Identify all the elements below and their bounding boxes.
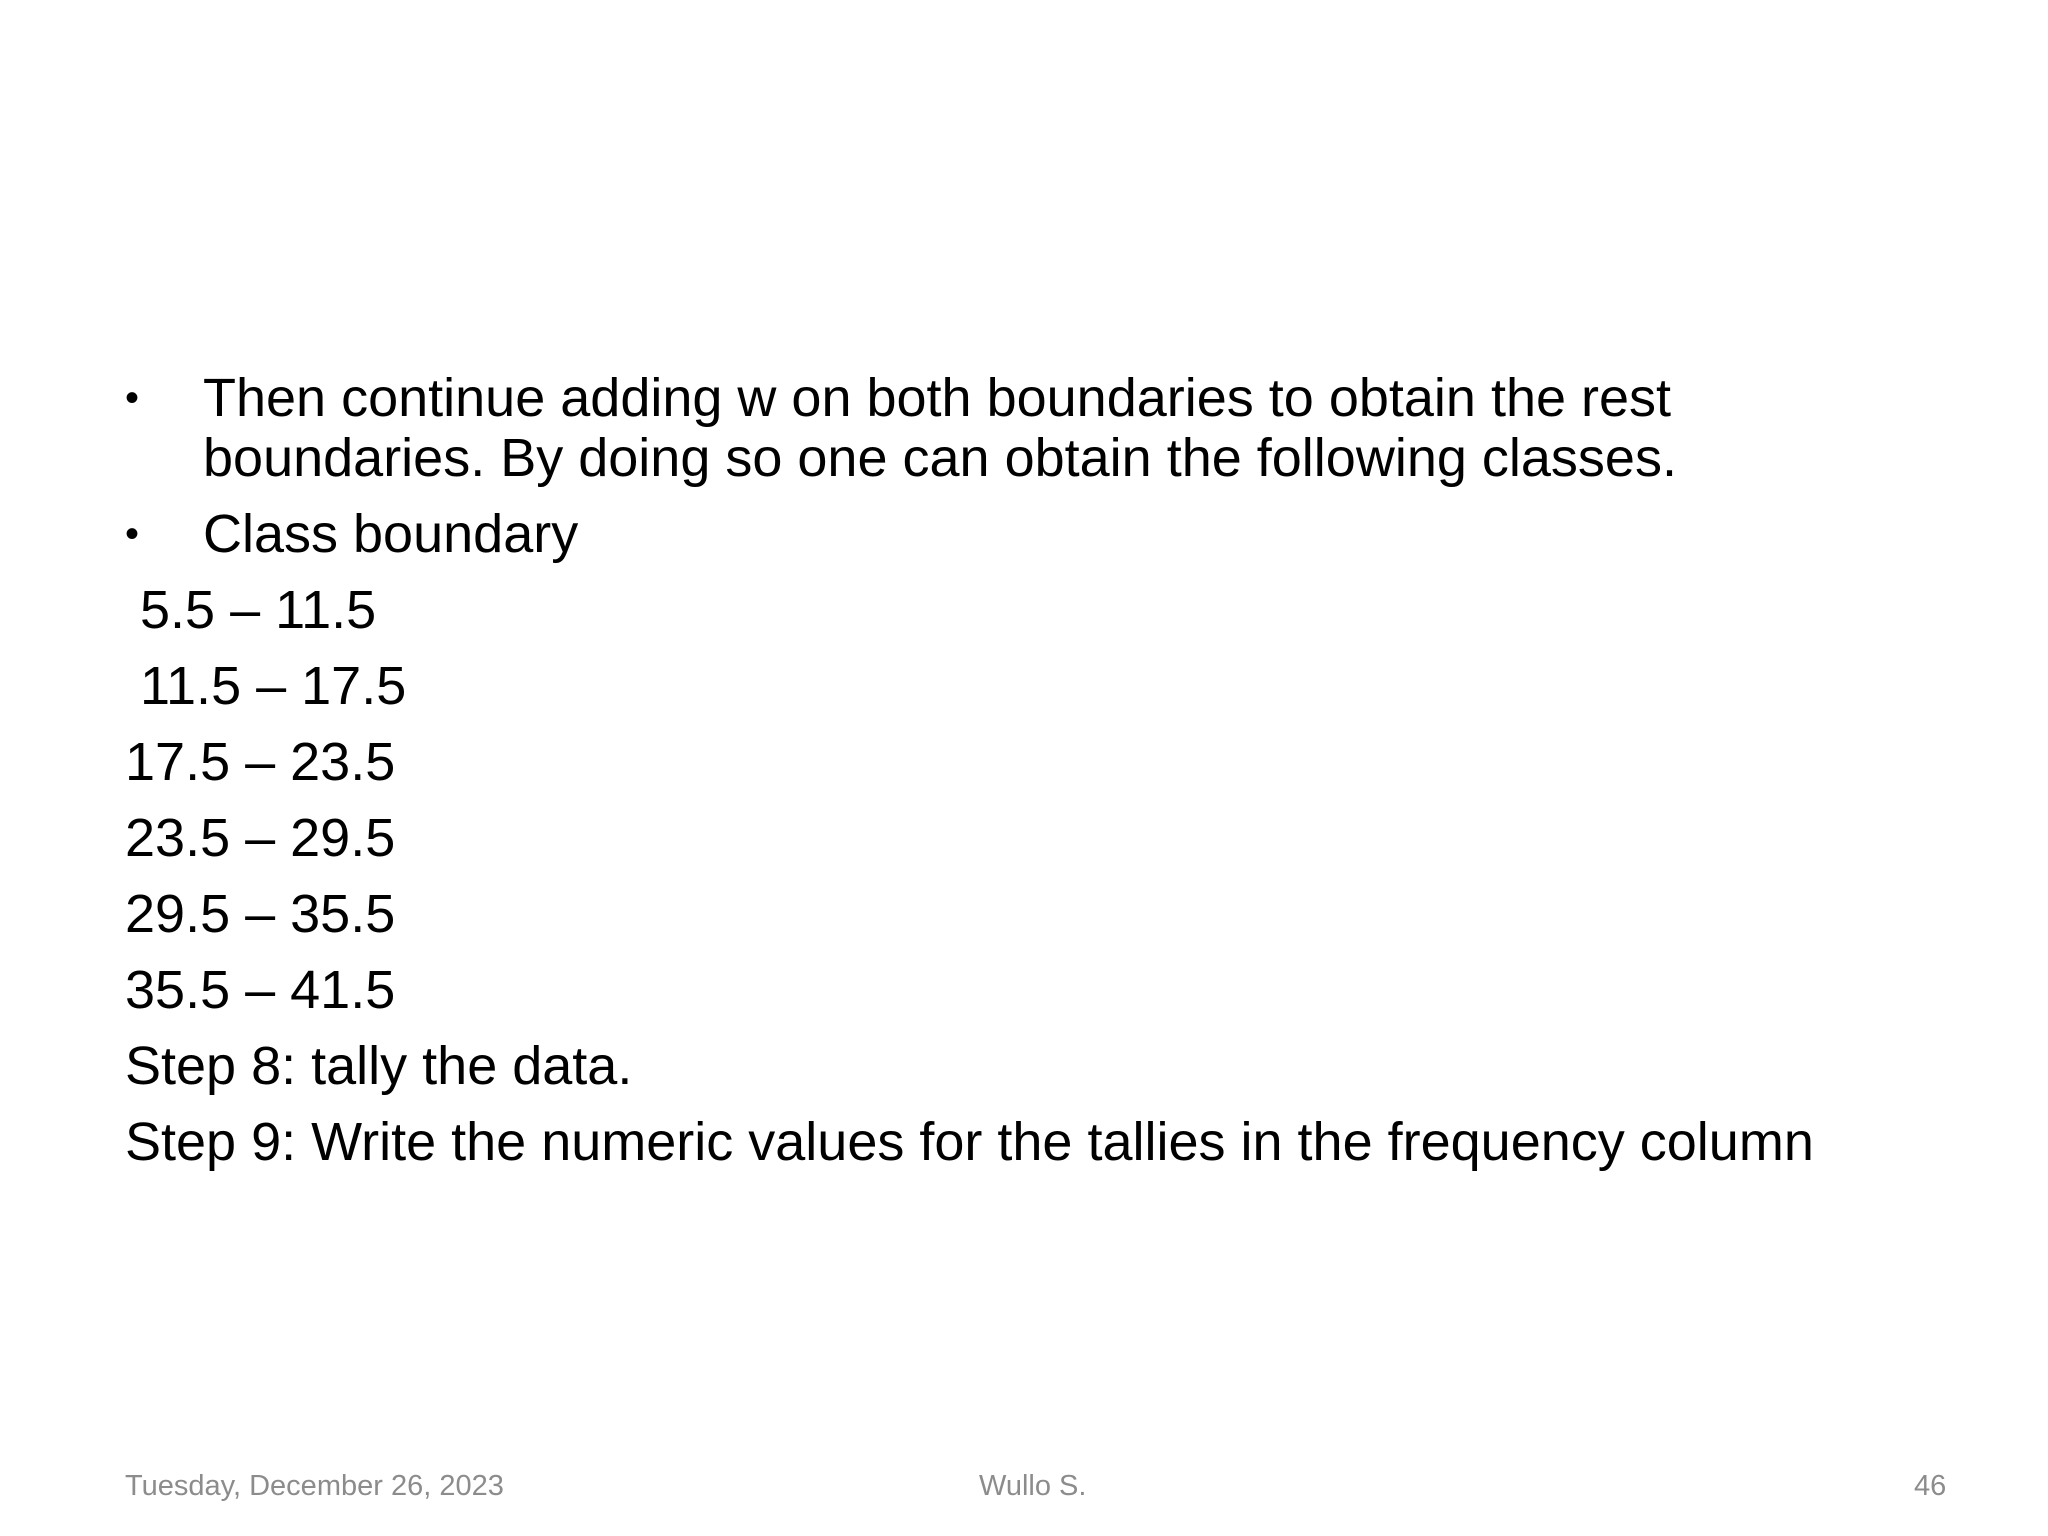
step-9-text: Step 9: Write the numeric values for the tallies in the frequency column — [125, 1112, 1814, 1172]
class-boundary-row: 29.5 – 35.5 — [125, 884, 396, 944]
slide-body — [125, 368, 1845, 1172]
step-8-text: Step 8: tally the data. — [125, 1036, 633, 1096]
class-boundary-row: 35.5 – 41.5 — [125, 960, 396, 1020]
bullet-text: Class boundary — [203, 504, 579, 564]
bullet-item-class-boundary — [125, 504, 1845, 564]
bullet-icon: • — [125, 512, 140, 556]
bullet-text: Then continue adding w on both boundaries to obtain the rest boundaries. By doing so one can obtain the following classes. — [203, 368, 1677, 488]
bullet-item-continue-adding — [125, 368, 1845, 488]
footer-author: Wullo S. — [979, 1470, 1087, 1502]
footer-date: Tuesday, December 26, 2023 — [125, 1470, 504, 1502]
class-boundary-row: 23.5 – 29.5 — [125, 808, 396, 868]
class-boundary-row: 11.5 – 17.5 — [125, 656, 407, 716]
class-boundary-row: 5.5 – 11.5 — [125, 580, 377, 640]
bullet-icon: • — [125, 376, 140, 420]
class-boundary-row: 17.5 – 23.5 — [125, 732, 396, 792]
slide-number: 46 — [1914, 1470, 1947, 1502]
